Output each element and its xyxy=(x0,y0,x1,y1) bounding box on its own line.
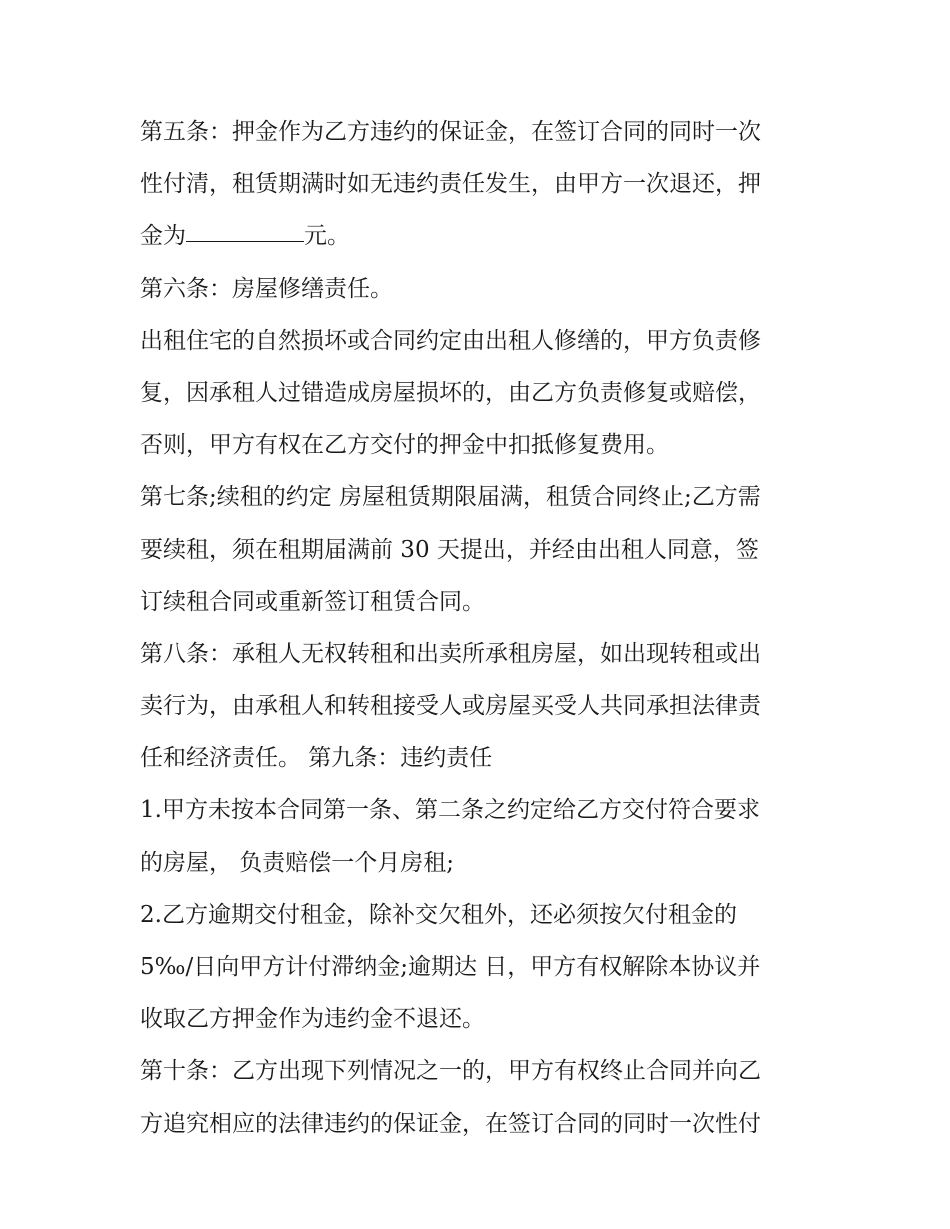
text-line: 订续租合同或重新签订租赁合同。 xyxy=(140,588,485,615)
text-line: 卖行为，由承租人和转租接受人或房屋买受人共同承担法律责 xyxy=(140,693,761,720)
text-line: 复，因承租人过错造成房屋损坏的，由乙方负责修复或赔偿， xyxy=(140,379,761,406)
text-line: 5‰/日向甲方计付滞纳金;逾期达 日，甲方有权解除本协议并 xyxy=(140,954,761,980)
text-line: 1.甲方未按本合同第一条、第二条之约定给乙方交付符合要求 xyxy=(140,797,760,824)
text-line: 否则，甲方有权在乙方交付的押金中扣抵修复费用。 xyxy=(140,432,669,459)
text-line: 2.乙方逾期交付租金，除补交欠租外，还必须按欠付租金的 xyxy=(140,901,737,928)
contract-text xyxy=(140,106,820,1150)
deposit-prefix: 金为 xyxy=(140,223,186,250)
text-line: 方追究相应的法律违约的保证金，在签订合同的同时一次性付 xyxy=(140,1110,761,1137)
text-line: 第七条;续租的约定 房屋租赁期限届满，租赁合同终止;乙方需 xyxy=(140,484,761,511)
text-line: 第八条：承租人无权转租和出卖所承租房屋，如出现转租或出 xyxy=(140,640,761,667)
text-line: 收取乙方押金作为违约金不退还。 xyxy=(140,1006,485,1033)
deposit-amount-line xyxy=(140,210,820,262)
text-line: 出租住宅的自然损坏或合同约定由出租人修缮的，甲方负责修 xyxy=(140,327,761,354)
text-line: 第十条：乙方出现下列情况之一的，甲方有权终止合同并向乙 xyxy=(140,1058,761,1085)
deposit-suffix: 元。 xyxy=(304,223,350,250)
text-line: 第五条：押金作为乙方违约的保证金，在签订合同的同时一次 xyxy=(140,119,761,145)
text-line: 性付清，租赁期满时如无违约责任发生，由甲方一次退还，押 xyxy=(140,171,761,198)
text-line: 第六条：房屋修缮责任。 xyxy=(140,275,393,302)
text-line: 的房屋， 负责赔偿一个月房租; xyxy=(140,849,455,876)
deposit-blank xyxy=(186,240,304,242)
text-line: 任和经济责任。 第九条：违约责任 xyxy=(140,745,493,772)
text-line: 要续租，须在租期届满前 30 天提出，并经由出租人同意，签 xyxy=(140,536,759,563)
